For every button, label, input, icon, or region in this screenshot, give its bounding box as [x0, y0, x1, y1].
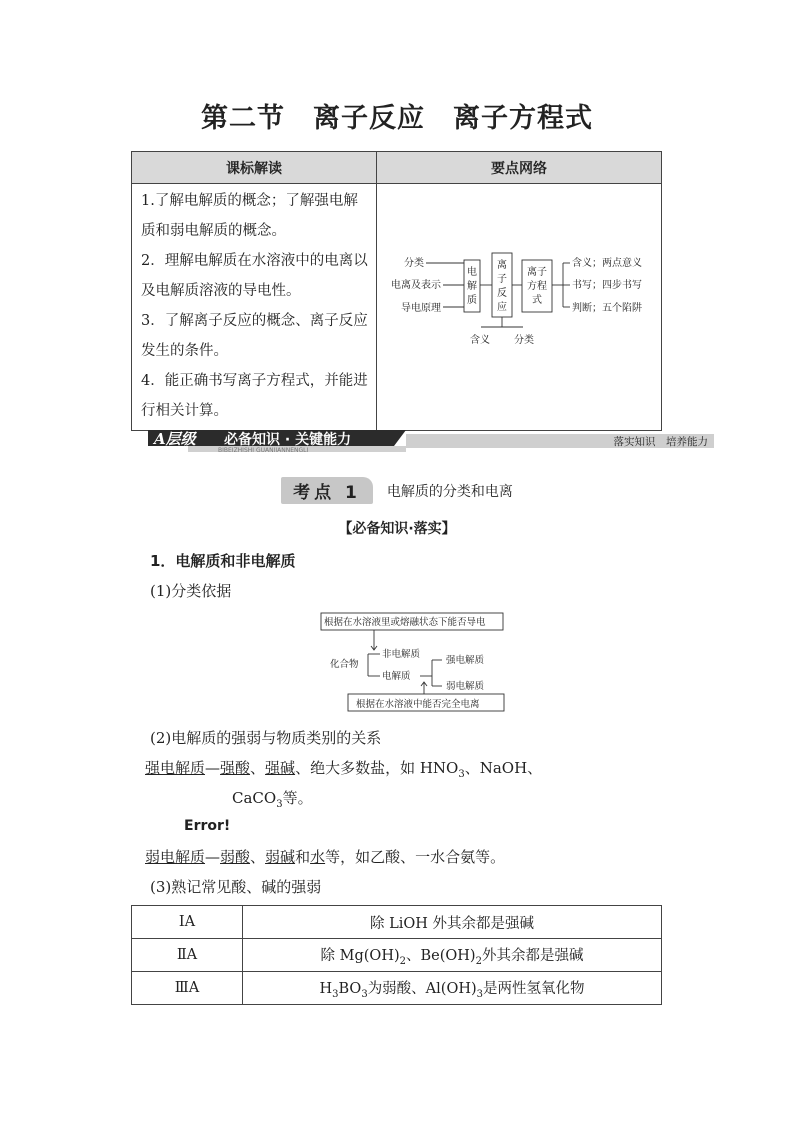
banner-level: A层级: [154, 430, 196, 448]
network-left-item: 分类: [404, 258, 424, 269]
network-bottom-item: 分类: [514, 335, 534, 346]
goal-item: 3．了解离子反应的概念、离子反应发生的条件。: [141, 313, 368, 359]
sub-heading: (3)熟记常见酸、碱的强弱: [150, 878, 322, 896]
goal-item: 4．能正确书写离子方程式，并能进行相关计算。: [141, 373, 368, 419]
error-text: Error!: [184, 818, 231, 834]
diagram-non-electrolyte: 非电解质: [382, 649, 421, 660]
network-box3-line: 离子: [527, 267, 547, 278]
subscript: 2: [475, 955, 482, 967]
group-cell: ⅢA: [132, 972, 243, 1005]
strong-rest2: 、NaOH、: [464, 759, 543, 777]
caco3-post: 等。: [282, 789, 313, 807]
rule-text: 外其余都是强碱: [481, 947, 584, 964]
rule-text: 为弱酸、Al(OH): [367, 980, 477, 997]
weak-sep: —: [205, 848, 221, 866]
key-points-network-diagram: [378, 185, 660, 425]
subscript: 3: [276, 799, 283, 810]
acid-base-table: [131, 905, 662, 1005]
network-cell: [377, 184, 662, 431]
table-row: [132, 972, 662, 1005]
strong-electrolyte-line: [145, 757, 542, 780]
network-right-item: 书写；四步书写: [572, 280, 642, 291]
network-right-item: 含义；两点意义: [572, 258, 642, 269]
diagram-bottom-box: 根据在水溶液中能否完全电离: [356, 699, 480, 710]
rule-text: 是两性氢氧化物: [483, 980, 585, 997]
subscript: 3: [332, 988, 339, 1000]
strong-label: 强电解质: [145, 759, 206, 777]
sub-heading: (2)电解质的强弱与物质类别的关系: [150, 729, 382, 747]
network-box2-char: 离: [497, 260, 507, 271]
goal-item: 2．理解电解质在水溶液中的电离以及电解质溶液的导电性。: [141, 253, 368, 299]
rule-text: 除 LiOH 外其余都是强碱: [369, 915, 535, 932]
strong-electrolyte-line2: [232, 787, 313, 810]
table-row: [132, 906, 662, 939]
curriculum-table: [131, 151, 662, 431]
caco3-pre: CaCO: [232, 789, 277, 807]
network-box2-char: 反: [497, 288, 507, 299]
diagram-electrolyte: 电解质: [382, 671, 411, 682]
network-box3-line: 方程: [527, 281, 547, 292]
kaodian-label: 考点 1: [281, 477, 373, 504]
network-box1-char: 电: [467, 267, 477, 278]
rule-text: 、Be(OH): [406, 947, 476, 964]
group-cell: ⅠA: [132, 906, 243, 939]
network-right-item: 判断；五个陷阱: [572, 303, 642, 314]
rule-text: H: [319, 980, 333, 997]
network-box1-char: 解: [467, 281, 477, 292]
rule-cell: [243, 939, 662, 972]
weak-base: 弱碱: [265, 848, 296, 866]
network-box3-line: 式: [532, 295, 542, 306]
network-left-item: 电离及表示: [391, 280, 441, 291]
strong-base: 强碱: [265, 759, 296, 777]
section-header: 【必备知识·落实】: [338, 521, 456, 537]
subscript: 3: [458, 769, 465, 780]
rule-text: 除 Mg(OH): [320, 947, 400, 964]
subscript: 3: [361, 988, 368, 1000]
diagram-strong: 强电解质: [446, 655, 485, 666]
banner-pinyin: BIBEIZHISHI GUANJIANNENGLI: [218, 447, 309, 452]
weak-rest: 等，如乙酸、一水合氨等。: [325, 848, 506, 866]
diagram-weak: 弱电解质: [446, 681, 485, 692]
weak-electrolyte-line: [145, 846, 505, 867]
item-heading: 1．电解质和非电解质: [150, 552, 296, 570]
diagram-compound: 化合物: [330, 659, 359, 670]
banner-right: 落实知识 培养能力: [613, 436, 708, 448]
goals-cell: [132, 184, 377, 431]
network-left-item: 导电原理: [401, 303, 441, 314]
weak-and: 和: [295, 848, 311, 866]
rule-cell: [243, 906, 662, 939]
weak-water: 水: [310, 848, 326, 866]
network-box2-char: 子: [497, 274, 507, 285]
rule-cell: [243, 972, 662, 1005]
section-banner: [148, 430, 714, 452]
classification-diagram: [320, 612, 506, 714]
weak-dun: 、: [250, 848, 266, 866]
curriculum-header: 课标解读: [132, 152, 377, 184]
subscript: 3: [476, 988, 484, 1000]
page-title: 第二节 离子反应 离子方程式: [201, 103, 593, 134]
strong-rest: 、绝大多数盐，如 HNO: [295, 759, 459, 777]
network-box2-char: 应: [497, 302, 507, 313]
sub-heading: (1)分类依据: [150, 582, 232, 600]
rule-text: BO: [338, 980, 362, 997]
strong-dun: 、: [250, 759, 266, 777]
strong-acid: 强酸: [220, 759, 251, 777]
table-row: [132, 939, 662, 972]
weak-acid: 弱酸: [220, 848, 251, 866]
subscript: 2: [399, 955, 406, 967]
network-box1-char: 质: [467, 295, 477, 306]
kaodian-heading: [0, 477, 794, 504]
banner-main: 必备知识 · 关键能力: [224, 432, 352, 448]
strong-sep: —: [205, 759, 221, 777]
goal-item: 1.了解电解质的概念；了解强电解质和弱电解质的概念。: [141, 193, 358, 239]
network-header: 要点网络: [377, 152, 662, 184]
weak-label: 弱电解质: [145, 848, 206, 866]
diagram-top-box: 根据在水溶液里或熔融状态下能否导电: [324, 617, 486, 628]
kaodian-text: 电解质的分类和电离: [386, 483, 513, 500]
network-bottom-item: 含义: [470, 335, 490, 346]
group-cell: ⅡA: [132, 939, 243, 972]
